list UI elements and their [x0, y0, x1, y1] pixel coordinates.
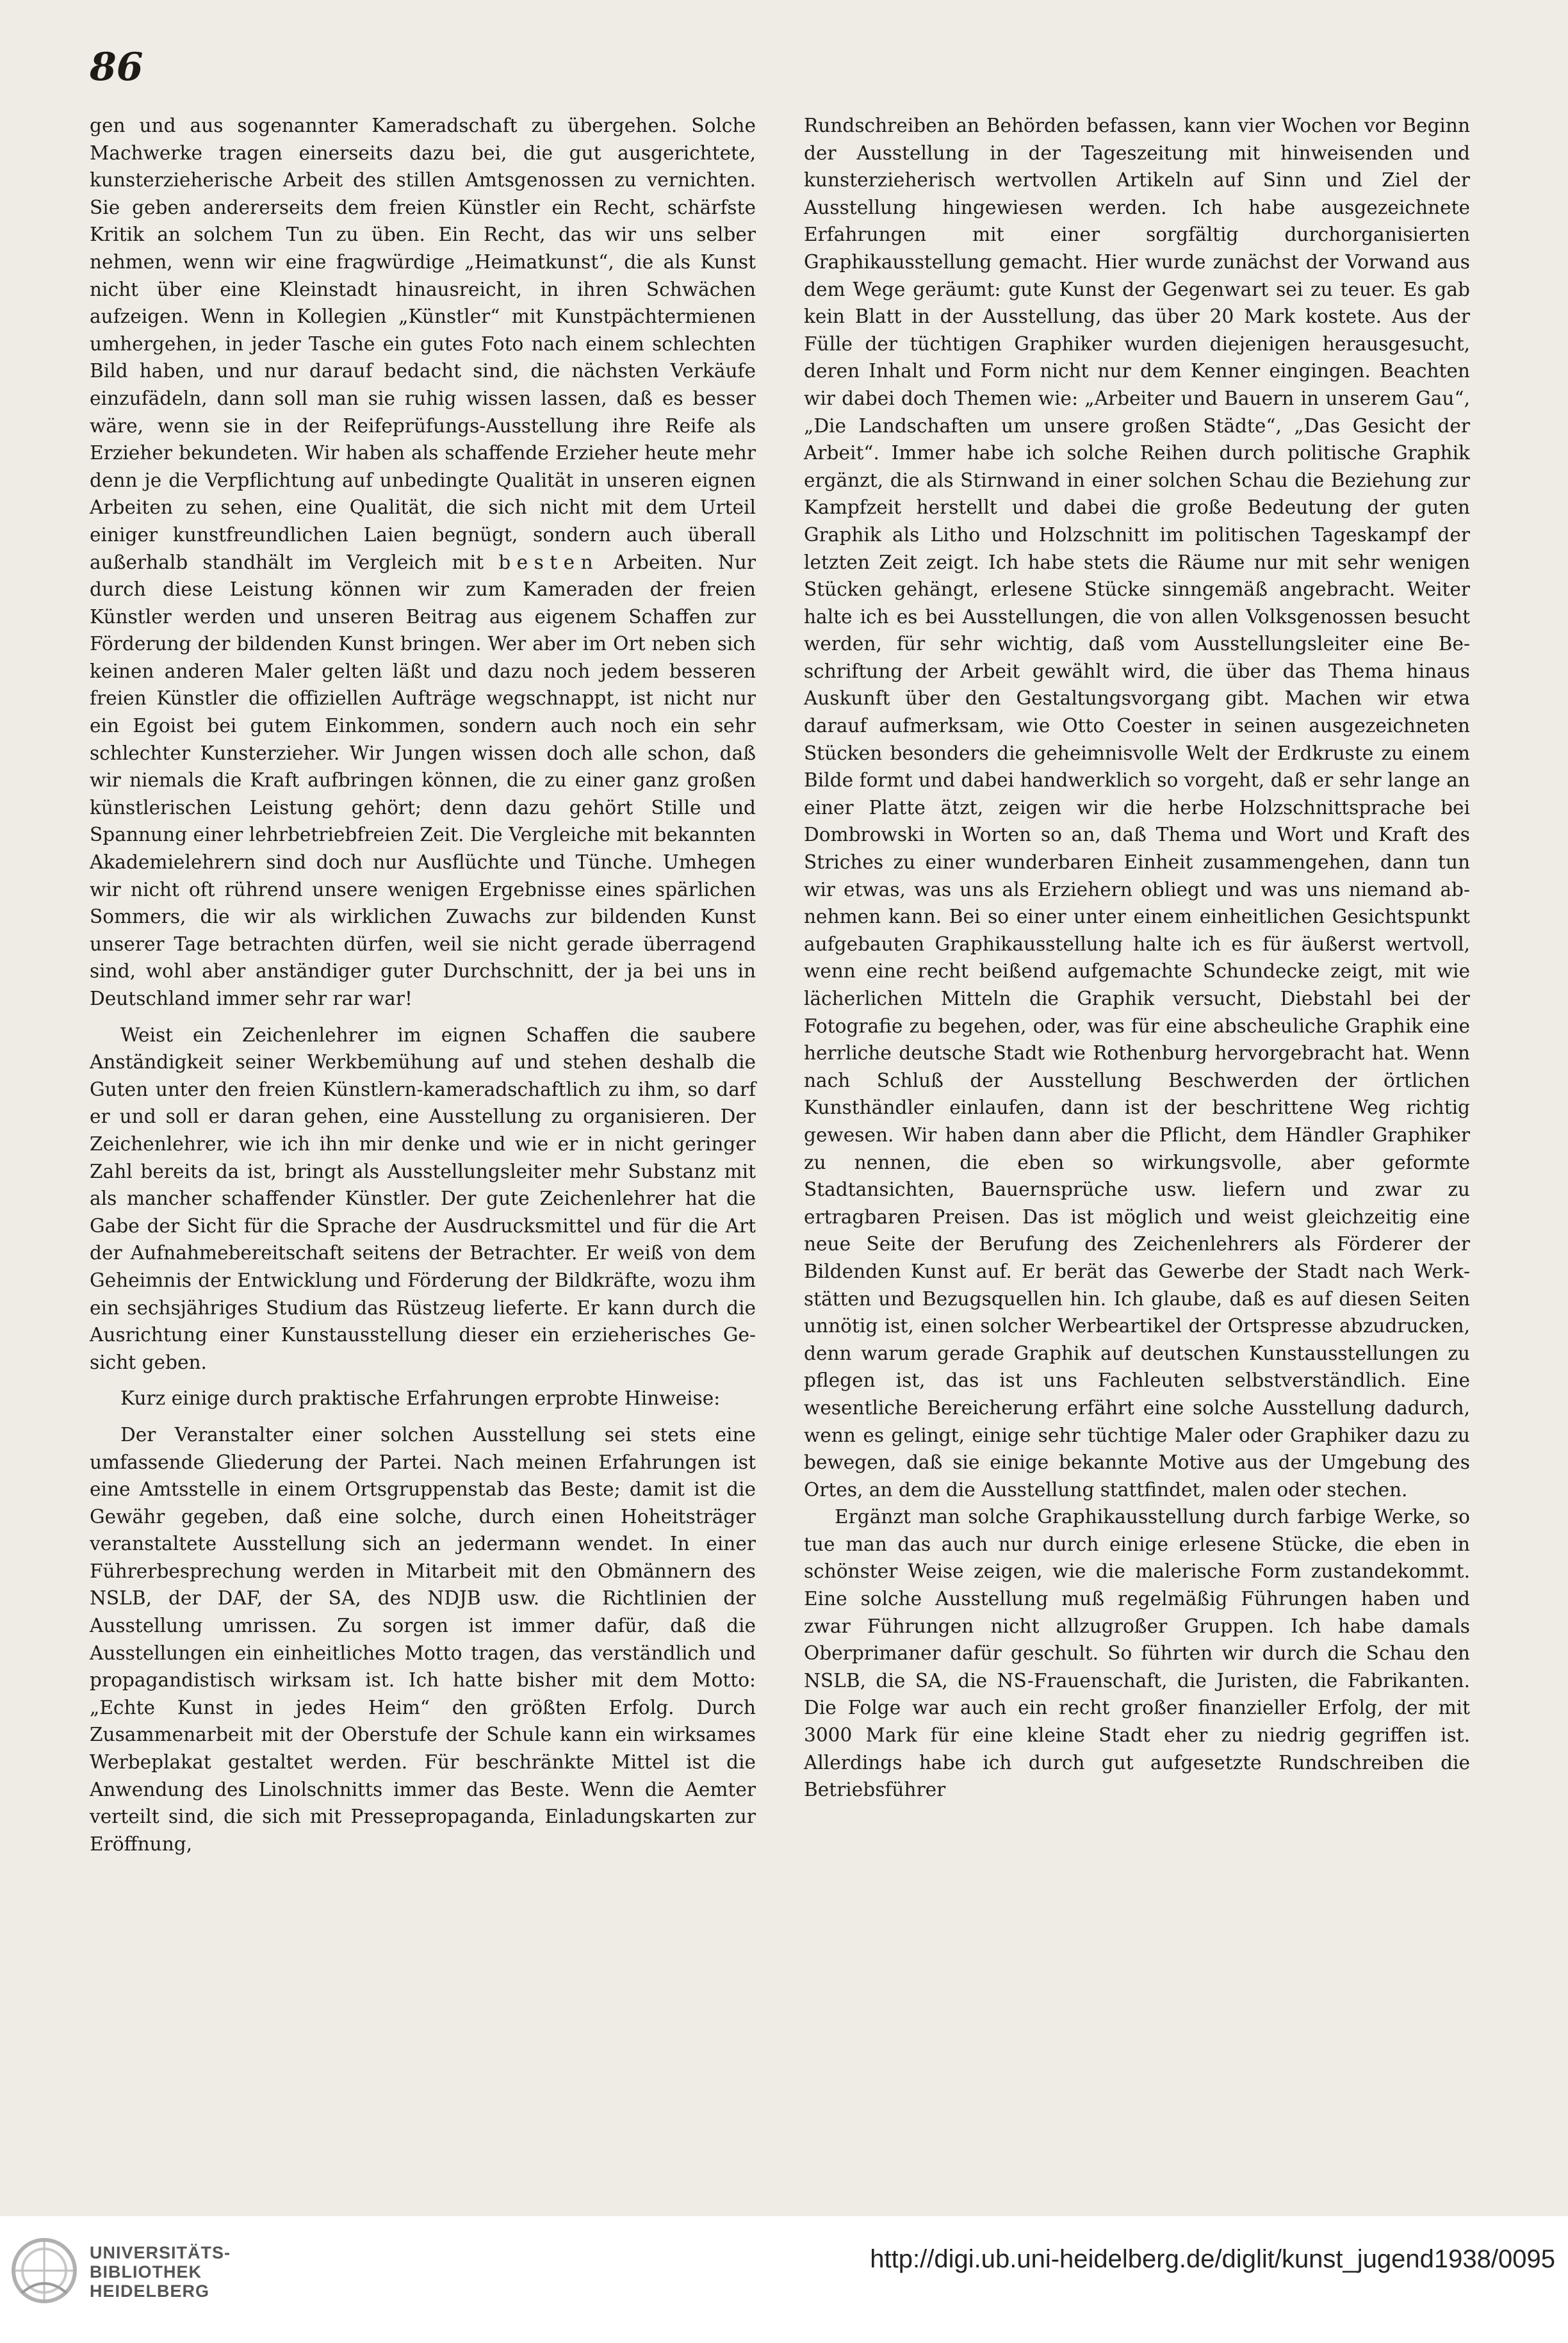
library-name: UNIVERSITÄTS- BIBLIOTHEK HEIDELBERG	[90, 2243, 231, 2301]
source-url-link[interactable]: http://digi.ub.uni-heidelberg.de/diglit/kunst_jugend1938/0095	[870, 2245, 1555, 2273]
left-column	[90, 112, 756, 1857]
paragraph: Weist ein Zeichenlehrer im eignen Schaffen die saubere Anständigkeit seiner Werkbemühung auf und stehen deshalb die Guten unter den freien Künstlern-kameradschaftlich zu ihm, so darf er und soll er daran gehen, eine Ausstellung zu organisieren. Der Zeichenlehrer, wie ich ihn mir denke und wie er in nicht geringer Zahl bereits da ist, bringt als Ausstellungsleiter mehr Substanz mit als mancher schaffender Künstler. Der gute Zeichenlehrer hat die Gabe der Sicht für die Sprache der Ausdrucksmittel und für die Art der Aufnahmebereitschaft seitens der Betrachter. Er weiß von dem Geheimnis der Entwicklung und Förderung der Bildkräfte, wozu ihm ein sechsjähriges Studium das Rüstzeug lieferte. Er kann durch die Ausrichtung einer Kunstausstellung dieser ein erzieherisches Gesicht geben.	[90, 1024, 756, 1373]
paragraph: Der Veranstalter einer solchen Ausstellung sei stets eine umfassende Gliederung der Partei. Nach meinen Erfahrungen ist eine Amtsstelle in einem Ortsgruppenstab das Beste; damit ist die Gewähr gegeben, daß eine solche, durch einen Hoheitsträger veranstaltete Ausstellung sich an jedermann wendet. In einer Führerbesprechung werden in Mitarbeit mit den Obmännern des NSLB, der DAF, der SA, des NDJB usw. die Richtlinien der Ausstellung umrissen. Zu sorgen ist immer dafür, daß die Ausstellungen ein einheitliches Motto tragen, das verständlich und propagandistisch wirksam ist. Ich hatte bisher mit dem Motto: „Echte Kunst in jedes Heim“ den größten Erfolg. Durch Zusammenarbeit mit der Oberstufe der Schule kann ein wirksames Werbeplakat gestaltet werden. Für beschränkte Mittel ist die Anwendung des Linolschnitts immer das Beste. Wenn die Aemter verteilt sind, die sich mit Pressepropaganda, Einladungskarten zur Eröffnung,	[90, 1423, 756, 1855]
right-column	[804, 112, 1470, 1804]
page-number: 86	[90, 45, 143, 90]
paragraph: gen und aus sogenannter Kameradschaft zu übergehen. Solche Machwerke tragen einerseits dazu bei, die gut ausgerichtete, kunsterzieherische Arbeit des stillen Amtsgenossen zu vernichten. Sie geben andererseits dem freien Künstler ein Recht, schärfste Kritik an solchem Tun zu üben. Ein Recht, das wir uns selber nehmen, wenn wir eine fragwürdige „Heimatkunst“, die als Kunst nicht über eine Kleinstadt hinausreicht, in ihren Schwächen aufzeigen. Wenn in Kollegien „Künstler“ mit Kunstpächtermienen umhergehen, in jeder Tasche ein gutes Foto nach einem schlechten Bild haben, und nur darauf bedacht sind, die nächsten Verkäufe einzufädeln, dann soll man sie ruhig wissen lassen, daß es besser wäre, wenn sie in der Reifeprüfungs-Ausstellung ihre Reife als Erzieher bekundeten. Wir haben als schaffende Erzieher heute mehr denn je die Verpflichtung auf unbedingte Qualität in unseren eignen Arbeiten zu sehen, eine Qualität, die sich nicht mit dem Urteil einiger kunstfreundlichen Laien begnügt, sondern auch überall außerhalb standhält im Vergleich mit besten Arbeiten. Nur durch diese Leistung können wir zum Kameraden der freien Künstler werden und unseren Beitrag aus eigenem Schaffen zur Förderung der bildenden Kunst bringen. Wer aber im Ort neben sich keinen anderen Maler gelten läßt und dazu noch jedem besseren freien Künstler die offiziellen Aufträge wegschnappt, ist nicht nur ein Egoist bei gutem Einkommen, sondern auch noch ein sehr schlechter Kunsterzieher. Wir Jungen wissen doch alle schon, daß wir niemals die Kraft aufbringen können, die zu einer ganz großen künstlerischen Leistung gehört; denn dazu gehört Stille und Spannung einer lehrbetriebfreien Zeit. Die Vergleiche mit bekannten Akademielehrern sind doch nur Ausflüchte und Tünche. Umhegen wir nicht oft rührend unsere wenigen Ergebnisse eines spärlichen Sommers, die wir als wirklichen Zuwachs zur bildenden Kunst unserer Tage betrachten dürfen, weil sie nicht gerade überragend sind, wohl aber anständiger guter Durchschnitt, der ja bei uns in Deutschland immer sehr rar war!	[90, 115, 756, 1009]
paragraph: Kurz einige durch praktische Erfahrungen erprobte Hinweise:	[120, 1387, 721, 1410]
spaced-word: besten	[498, 551, 600, 573]
footer-bar	[0, 2216, 1568, 2343]
paragraph: Ergänzt man solche Graphikausstellung durch farbige Werke, so tue man das auch nur durch einige erlesene Stücke, die eben in schönster Weise zeigen, wie die malerische Form zustandekommt. Eine solche Ausstellung muß regelmäßig Führungen haben und zwar Führungen nicht allzugroßer Gruppen. Ich habe damals Oberprimaner dafür geschult. So führten wir durch die Schau den NSLB, die SA, die NS-Frauenschaft, die Juristen, die Fabrikanten. Die Folge war auch ein recht großer finanzieller Erfolg, der mit 3000 Mark für eine kleine Stadt eher zu niedrig gegriffen ist. Allerdings habe ich durch gut aufgesetzte Rundschreiben die Betriebsführer	[804, 1506, 1470, 1801]
paragraph: Rundschreiben an Behörden befassen, kann vier Wochen vor Beginn der Ausstellung in der Tageszeitung mit hinweisenden und kunsterzieherisch wertvollen Artikeln auf Sinn und Ziel der Ausstellung hingewiesen werden. Ich habe ausgezeichnete Erfahrungen mit einer sorgfältig durchorganisierten Graphikausstellung gemacht. Hier wurde zunächst der Vorwand aus dem Wege geräumt: gute Kunst der Gegenwart sei zu teuer. Es gab kein Blatt in der Ausstellung, das über 20 Mark kostete. Aus der Fülle der tüchtigen Graphiker wurden diejenigen herausgesucht, deren Inhalt und Form nicht nur dem Kenner eingingen. Beachten wir dabei doch Themen wie: „Arbeiter und Bauern in unserem Gau“, „Die Landschaften um unsere großen Städte“, „Das Gesicht der Arbeit“. Immer habe ich solche Reihen durch politische Graphik ergänzt, die als Stirnwand in einer solchen Schau die Beziehung zur Kampfzeit herstellt und dabei die große Bedeutung der guten Graphik als Litho und Holzschnitt im politischen Tageskampf der letzten Zeit zeigt. Ich habe stets die Räume nur mit sehr wenigen Stücken gehängt, erlesene Stücke sinngemäß angebracht. Weiter halte ich es bei Ausstellungen, die von allen Volksgenossen besucht werden, für sehr wichtig, daß vom Ausstellungsleiter eine Beschriftung der Arbeit gewählt wird, die über das Thema hinaus Auskunft über den Gestaltungsvorgang gibt. Machen wir etwa darauf aufmerksam, wie Otto Coester in seinen ausgezeichneten Stücken besonders die geheimnisvolle Welt der Erdkruste zu einem Bilde formt und dabei handwerklich so vorgeht, daß er sehr lange an einer Platte ätzt, zeigen wir die herbe Holzschnittsprache bei Dombrowski in Worten so an, daß Thema und Wort und Kraft des Striches zu einer wunderbaren Einheit zusammengehen, dann tun wir etwas, was uns als Erziehern obliegt und was uns niemand abnehmen kann. Bei so einer unter einem einheitlichen Gesichtspunkt aufgebauten Graphikausstellung halte ich es für äußerst wertvoll, wenn eine recht beißend aufgemachte Schundecke zeigt, mit wie lächerlichen Mitteln die Graphik versucht, Diebstahl bei der Fotografie zu begehen, oder, was für eine abscheuliche Graphik eine herrliche deutsche Stadt wie Rothenburg hervorgebracht hat. Wenn nach Schluß der Ausstellung Beschwerden der örtlichen Kunsthändler einlaufen, dann ist der beschrittene Weg richtig gewesen. Wir haben dann aber die Pflicht, dem Händler Graphiker zu nennen, die eben so wirkungsvolle, aber geformte Stadtansichten, Bauernsprüche usw. liefern und zwar zu ertragbaren Preisen. Das ist möglich und weist gleichzeitig eine neue Seite der Berufung des Zeichenlehrers als Förderer der Bildenden Kunst auf. Er berät das Gewerbe der Stadt nach Werkstätten und Bezugsquellen hin. Ich glaube, daß es auf diesen Seiten unnötig ist, einen solcher Werbeartikel der Ortspresse abzudrucken, denn warum gerade Graphik auf deutschen Kunstausstellungen zu pflegen ist, das ist uns Fachleuten selbstverständlich. Eine wesentliche Bereicherung erfährt eine solche Ausstellung dadurch, wenn es gelingt, einige sehr tüchtige Maler oder Graphiker dazu zu bewegen, daß sie einige bekannte Motive aus der Umgebung des Ortes, an dem die Ausstellung stattfindet, malen oder stechen.	[804, 115, 1470, 1501]
university-logo-icon	[9, 2235, 79, 2306]
